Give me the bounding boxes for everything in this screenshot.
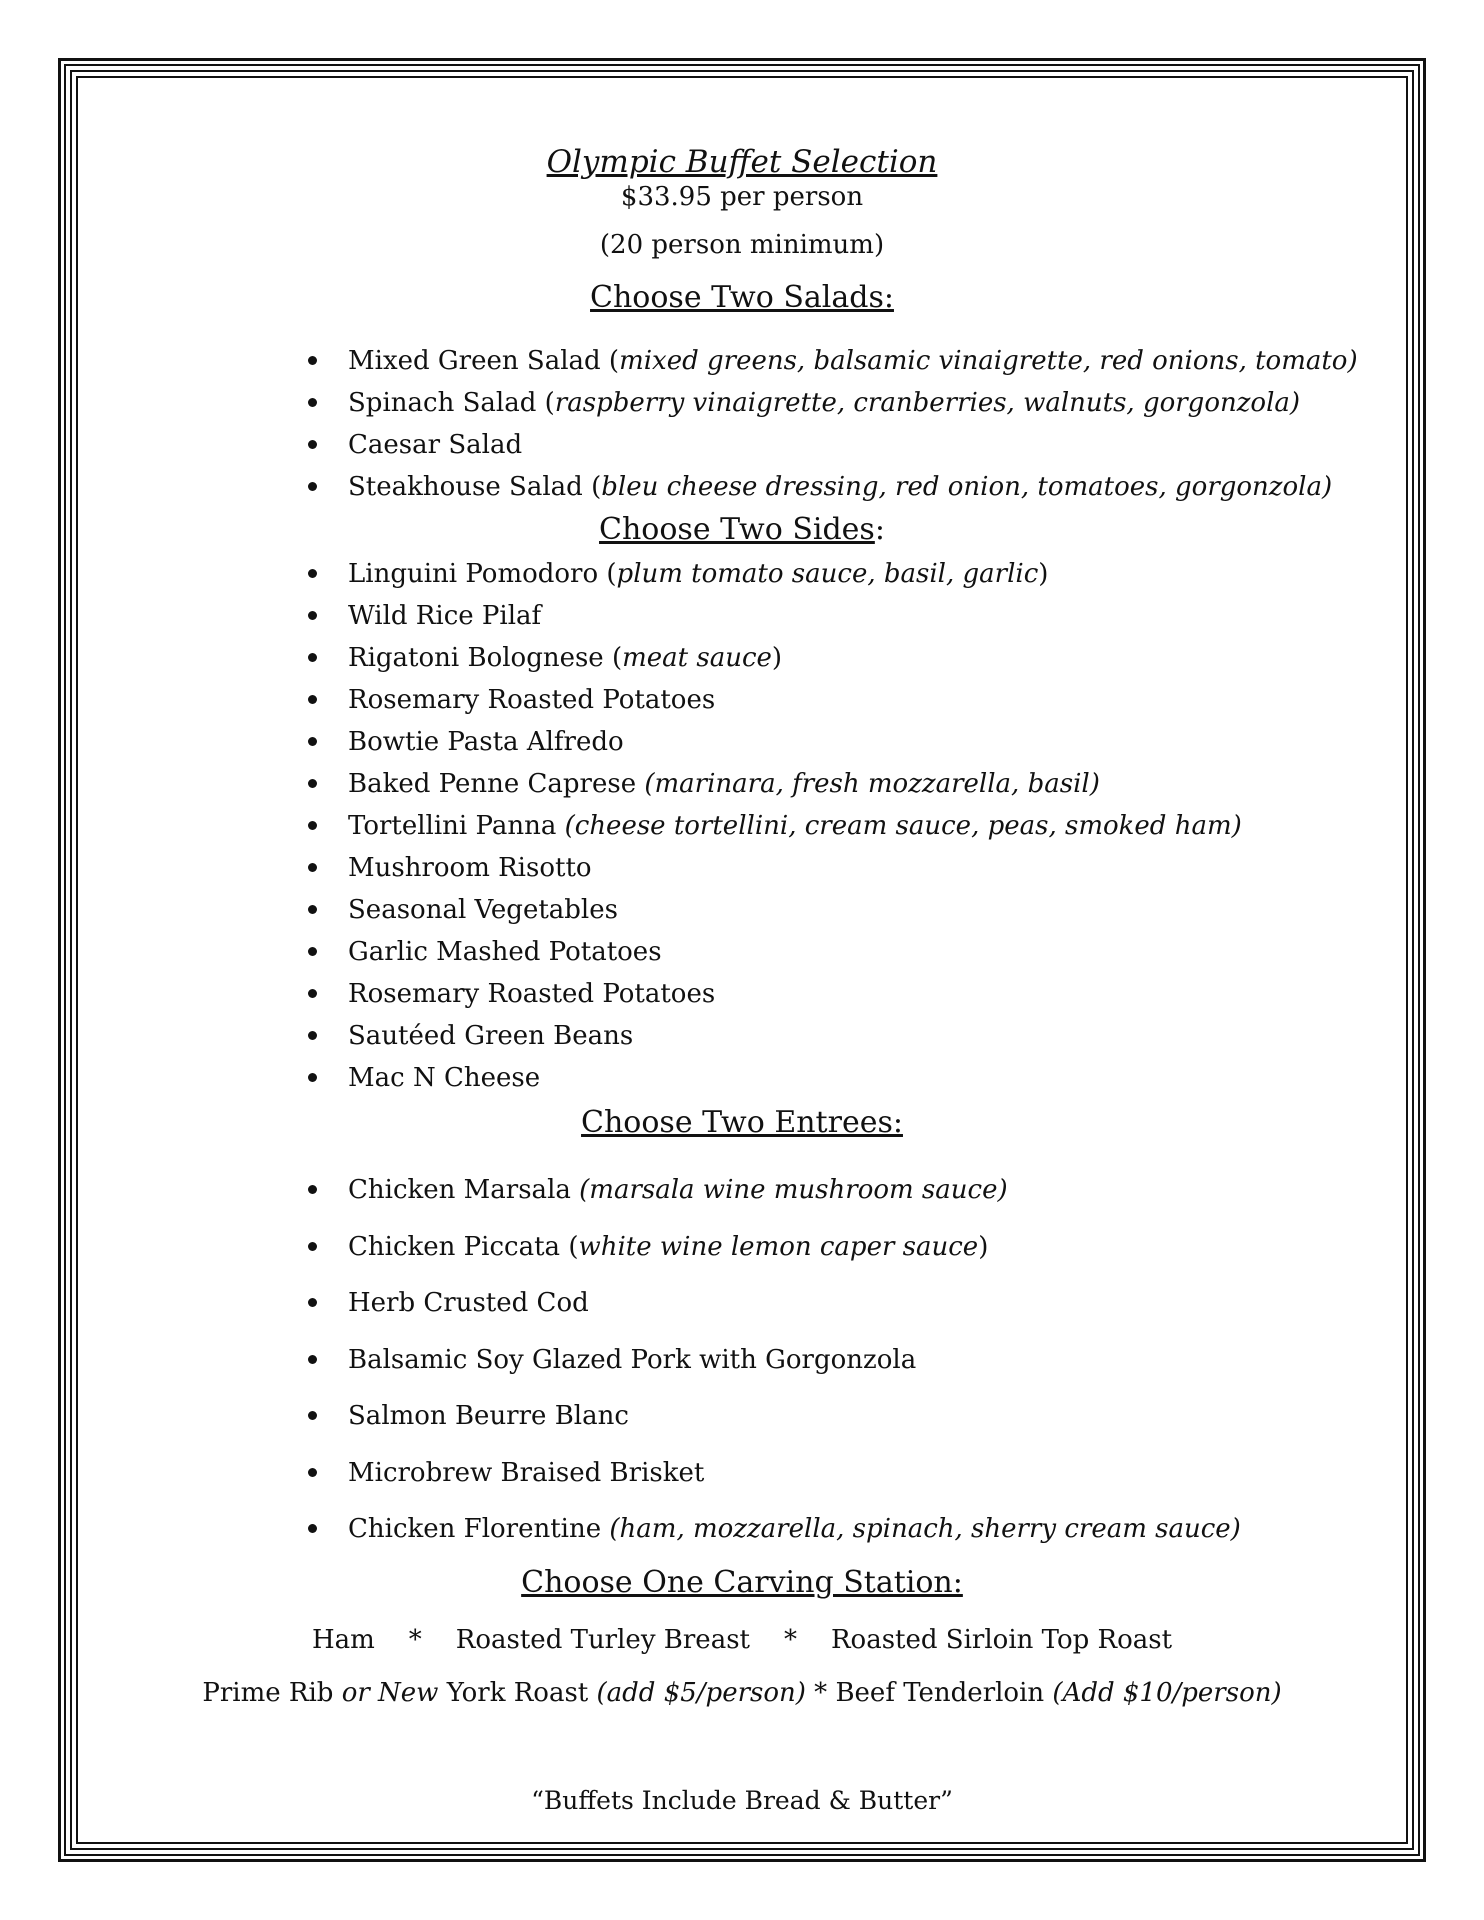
item-name: Mac N Cheese: [348, 1063, 541, 1093]
list-item: [308, 1275, 1241, 1332]
list-item: [308, 847, 1242, 889]
bullet-icon: [308, 356, 317, 365]
item-name: Mixed Green Salad (: [348, 346, 620, 376]
list-item: [308, 889, 1242, 931]
carving-heading: [0, 1565, 1484, 1600]
carving-option-turkey: Roasted Turley Breast: [455, 1625, 750, 1655]
list-item: [308, 1501, 1241, 1558]
item-name: Seasonal Vegetables: [348, 895, 618, 925]
item-name: Linguini Pomodoro (: [348, 559, 617, 589]
item-tail: ): [771, 643, 783, 673]
list-item: [308, 805, 1242, 847]
list-item: [308, 382, 1358, 424]
item-name: Salmon Beurre Blanc: [348, 1401, 629, 1431]
bullet-icon: [308, 1468, 317, 1477]
list-item: [308, 1445, 1241, 1502]
item-description: (cheese tortellini, cream sauce, peas, smoked ham): [564, 811, 1242, 841]
list-item: [308, 1162, 1241, 1219]
bullet-icon: [308, 482, 317, 491]
item-tail: ): [1038, 559, 1049, 589]
menu-price: $33.95 per person: [620, 182, 864, 212]
carving-premium-options: [0, 1678, 1484, 1708]
item-name: Tortellini Panna: [348, 811, 565, 841]
item-description: (marinara, fresh mozzarella, basil): [644, 769, 1100, 799]
bullet-icon: [308, 1185, 317, 1194]
list-item: [308, 763, 1242, 805]
list-item: [308, 595, 1242, 637]
list-item: [308, 973, 1242, 1015]
item-name: Microbrew Braised Brisket: [348, 1457, 705, 1488]
item-description: mixed greens, balsamic vinaigrette, red onions, tomato): [619, 346, 1358, 376]
carving-separator: *: [783, 1625, 797, 1655]
item-description: (ham, mozzarella, spinach, sherry cream sauce): [609, 1514, 1241, 1544]
bullet-icon: [308, 1242, 317, 1251]
salads-heading-text: Choose Two Salads:: [590, 280, 894, 315]
item-name: Rigatoni Bolognese (: [348, 643, 623, 673]
premium-york-roast: York Roast: [438, 1678, 597, 1708]
carving-options: [0, 1625, 1484, 1655]
list-item: [308, 553, 1242, 595]
list-item: [308, 424, 1358, 466]
premium-tenderloin-price: (Add $10/person): [1052, 1678, 1282, 1708]
footer-note: “Buffets Include Bread & Butter”: [531, 1786, 953, 1815]
list-item: [308, 1219, 1241, 1276]
bullet-icon: [308, 947, 317, 956]
item-tail: ): [978, 1231, 989, 1262]
item-description: plum tomato sauce, basil, garlic: [616, 559, 1039, 589]
item-name: Sautéed Green Beans: [348, 1021, 634, 1051]
bullet-icon: [308, 569, 317, 578]
salads-heading: [0, 280, 1484, 315]
bullet-icon: [308, 1298, 317, 1307]
list-item: [308, 679, 1242, 721]
bullet-icon: [308, 1524, 317, 1533]
item-name: Spinach Salad (: [348, 388, 555, 418]
item-name: Herb Crusted Cod: [348, 1288, 589, 1318]
item-name: Baked Penne Caprese: [348, 769, 645, 799]
item-name: Chicken Florentine: [348, 1514, 610, 1544]
list-item: [308, 1388, 1241, 1445]
item-description: (marsala wine mushroom sauce): [579, 1175, 1008, 1205]
bullet-icon: [308, 779, 317, 788]
sides-heading-text: Choose Two Sides: [599, 512, 875, 547]
item-description: meat sauce: [622, 643, 772, 673]
bullet-icon: [308, 1031, 317, 1040]
list-item: [308, 1015, 1242, 1057]
list-item: [308, 931, 1242, 973]
bullet-icon: [308, 821, 317, 830]
carving-option-ham: Ham: [311, 1625, 375, 1655]
entrees-heading: [0, 1105, 1484, 1140]
list-item: [308, 1332, 1241, 1389]
item-name: Bowtie Pasta Alfredo: [348, 727, 624, 757]
menu-minimum: (20 person minimum): [599, 230, 885, 260]
entrees-list: [308, 1162, 1241, 1558]
item-name: Balsamic Soy Glazed Pork with Gorgonzola: [348, 1344, 917, 1375]
premium-or: or New: [341, 1678, 439, 1708]
sides-heading: [0, 512, 1484, 547]
premium-york-price: (add $5/person): [596, 1678, 806, 1708]
item-name: Rosemary Roasted Potatoes: [348, 685, 716, 715]
bullet-icon: [308, 398, 317, 407]
item-name: Chicken Marsala: [348, 1175, 580, 1205]
bullet-icon: [308, 905, 317, 914]
bullet-icon: [308, 1411, 317, 1420]
carving-option-sirloin: Roasted Sirloin Top Roast: [830, 1625, 1173, 1655]
item-description: raspberry vinaigrette, cranberries, walnuts, gorgonzola): [554, 388, 1301, 418]
salads-list: [308, 340, 1358, 508]
bullet-icon: [308, 695, 317, 704]
item-description: bleu cheese dressing, red onion, tomatoes, gorgonzola): [601, 472, 1333, 502]
list-item: [308, 1057, 1242, 1099]
premium-prime-rib: Prime Rib: [202, 1678, 342, 1708]
item-name: Rosemary Roasted Potatoes: [348, 979, 716, 1009]
bullet-icon: [308, 653, 317, 662]
item-description: white wine lemon caper sauce: [578, 1231, 979, 1262]
list-item: [308, 340, 1358, 382]
menu-title: Olympic Buffet Selection: [546, 144, 938, 180]
sides-heading-colon: :: [874, 512, 885, 547]
list-item: [308, 466, 1358, 508]
item-name: Steakhouse Salad (: [348, 472, 602, 502]
sides-list: [308, 553, 1242, 1099]
bullet-icon: [308, 989, 317, 998]
item-name: Caesar Salad: [348, 430, 523, 460]
premium-tenderloin: Beef Tenderloin: [835, 1678, 1053, 1708]
list-item: [308, 637, 1242, 679]
bullet-icon: [308, 1355, 317, 1364]
item-name: Chicken Piccata (: [348, 1231, 579, 1262]
entrees-heading-text: Choose Two Entrees:: [581, 1105, 903, 1140]
bullet-icon: [308, 863, 317, 872]
carving-separator: *: [408, 1625, 422, 1655]
carving-heading-text: Choose One Carving Station:: [521, 1565, 963, 1600]
bullet-icon: [308, 440, 317, 449]
bullet-icon: [308, 611, 317, 620]
item-name: Mushroom Risotto: [348, 853, 592, 883]
bullet-icon: [308, 737, 317, 746]
list-item: [308, 721, 1242, 763]
item-name: Wild Rice Pilaf: [348, 601, 542, 631]
item-name: Garlic Mashed Potatoes: [348, 937, 662, 967]
bullet-icon: [308, 1073, 317, 1082]
premium-separator: *: [805, 1678, 836, 1708]
